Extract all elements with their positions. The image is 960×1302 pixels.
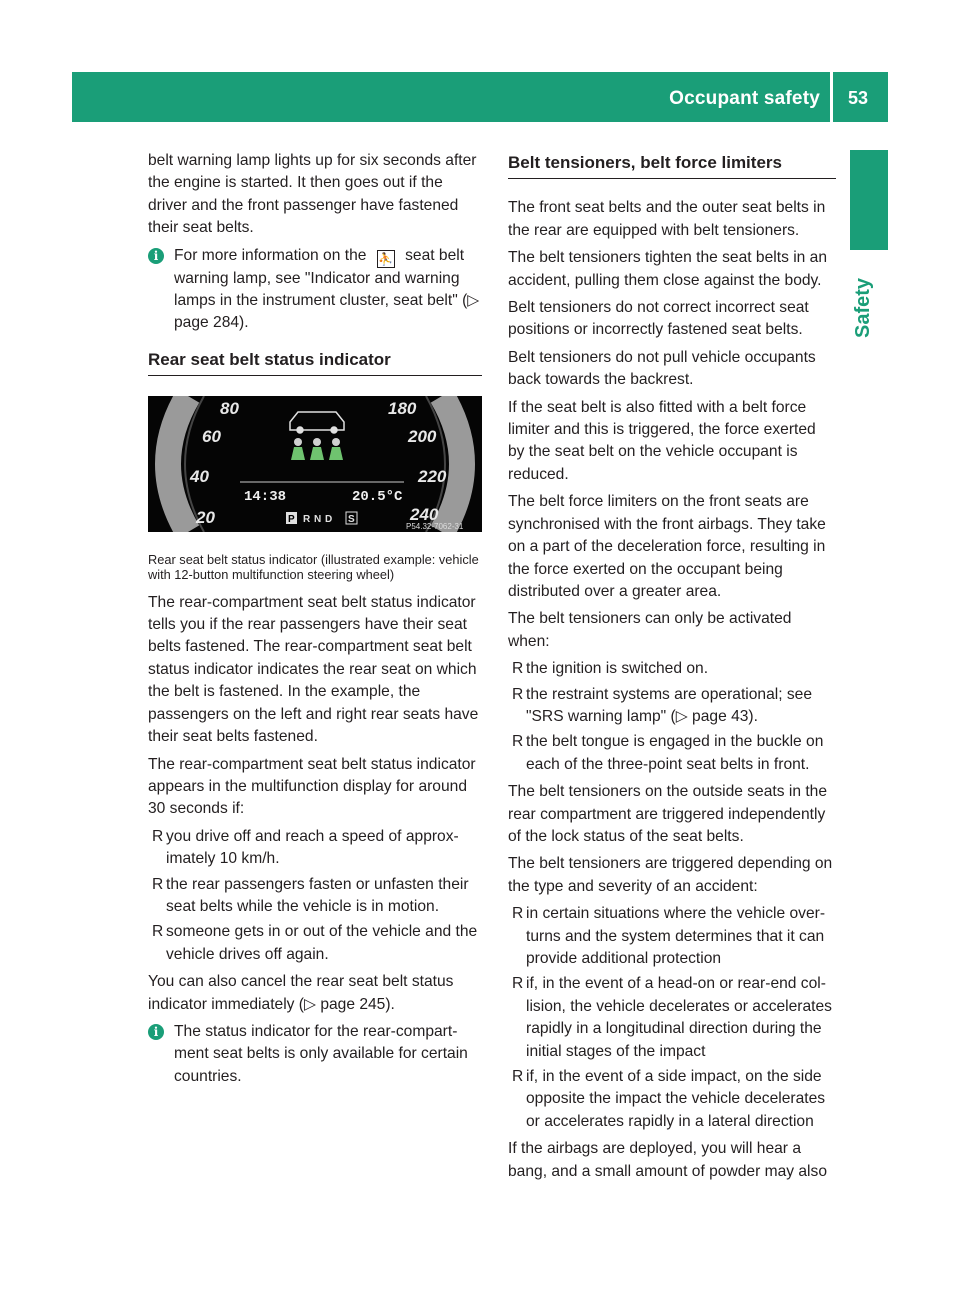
section-heading-belt-tensioners: Belt tensioners, belt force limiters — [508, 152, 836, 179]
list-item — [508, 973, 836, 1063]
bullet-marker: R — [152, 827, 164, 845]
list-item — [508, 684, 836, 729]
instrument-cluster-figure — [148, 396, 482, 532]
clock-readout: 14:38 — [244, 489, 287, 506]
right-paragraph: The belt tensioners on the outside seats in the rear compartment are triggered independently of the lock status of the seat belts. — [508, 783, 828, 845]
right-paragraph: The belt tensioners tighten the seat belts in an accident, pulling them close against the body. — [508, 249, 828, 289]
list-item-text: the rear passengers fasten or unfasten their seat belts while the vehicle is in motion. — [166, 875, 469, 915]
right-paragraph-last: If the airbags are deployed, you will hear a bang, and a small amount of powder may also — [508, 1140, 827, 1180]
bullet-marker: R — [512, 905, 524, 923]
info-note-1-text-after: seat belt warning lamp, see "Indicator and warning lamps in the instrument cluster, seat belt" (▷ page 284). — [174, 246, 480, 332]
right-paragraph: If the seat belt is also fitted with a belt force limiter and this is triggered, the force exerted by the seat belt on the vehicle occupant is reduced. — [508, 398, 816, 483]
list-item-text: the belt tongue is engaged in the buckle on each of the three-point seat belts in front. — [526, 733, 824, 773]
speed-tick-180: 180 — [388, 399, 417, 419]
bullet-marker: R — [512, 1068, 524, 1086]
left-bullet-list — [148, 826, 482, 966]
info-icon: i — [148, 1024, 164, 1040]
left-paragraph-2: The rear-compartment seat belt status indicator appears in the multifunction display for around 30 seconds if: — [148, 755, 476, 818]
gear-mode-s: S — [348, 514, 355, 526]
list-item-text: you drive off and reach a speed of approximately 10 km/h. — [166, 827, 459, 868]
list-item — [148, 921, 482, 966]
list-item — [508, 731, 836, 776]
right-bullet-list-1 — [508, 658, 836, 776]
list-item — [508, 1066, 836, 1133]
bullet-marker: R — [152, 875, 164, 893]
side-tab-marker — [850, 150, 888, 250]
speed-tick-40: 40 — [190, 467, 209, 487]
header-divider — [830, 72, 833, 122]
intro-paragraph: belt warning lamp lights up for six seconds after the engine is started. It then goes out if the driver and the front passenger have fastened their seat belts. — [148, 152, 477, 237]
temperature-readout: 20.5°C — [352, 489, 403, 506]
section-heading-rear-belt-status: Rear seat belt status indicator — [148, 349, 482, 376]
speed-tick-200: 200 — [408, 427, 437, 447]
bullet-marker: R — [512, 660, 524, 678]
list-item-text: in certain situations where the vehicle overturns and the system determines that it can provide additional protection — [526, 905, 826, 967]
list-item-text: if, in the event of a head-on or rear-end collision, the vehicle decelerates or accelerates rapidly in a longitudinal direction during the initial stages of the impact — [526, 975, 832, 1060]
gear-r: R — [303, 514, 311, 526]
left-paragraph-1: The rear-compartment seat belt status indicator tells you if the rear passengers have their seat belts fastened. The rear-compartment seat belt status indicator indicates the rear seat on which the belt is fastened. In the example, the passengers on the left and right rear seats have their seat belts fastened. — [148, 593, 479, 746]
info-note-2-text: The status indicator for the rear-compartment seat belts is only available for certain countries. — [174, 1022, 468, 1085]
figure-caption: Rear seat belt status indicator (illustrated example: vehicle with 12-button multifunction steering wheel) — [148, 551, 479, 582]
info-note-1-text-before: For more information on the — [174, 246, 367, 264]
speed-tick-80: 80 — [220, 399, 239, 419]
bullet-marker: R — [152, 923, 164, 941]
list-item — [508, 658, 836, 680]
info-note-2 — [148, 1021, 482, 1088]
gear-d: D — [325, 514, 333, 526]
right-bullet-list-2 — [508, 903, 836, 1133]
right-paragraph: The belt tensioners are triggered depending on the type and severity of an accident: — [508, 855, 833, 895]
side-tab-label: Safety — [852, 277, 874, 338]
figure-reference-code: P54.32-7062-31 — [406, 522, 464, 532]
right-paragraph: Belt tensioners do not pull vehicle occupants back towards the backrest. — [508, 348, 816, 389]
bullet-marker: R — [512, 685, 524, 703]
list-item-text: if, in the event of a side impact, on the side opposite the impact the vehicle decelerates or accelerates rapidly in a lateral direction — [526, 1068, 826, 1130]
speed-tick-240: 240 — [410, 505, 439, 525]
list-item — [508, 903, 836, 970]
speed-tick-20: 20 — [196, 508, 215, 528]
seatbelt-warning-icon: ⛹ — [378, 251, 394, 266]
bullet-marker: R — [512, 975, 524, 993]
list-item — [148, 826, 482, 871]
left-column — [148, 150, 482, 1093]
right-paragraph: The belt tensioners can only be activated when: — [508, 610, 792, 650]
bullet-marker: R — [512, 733, 524, 751]
info-note-1 — [148, 245, 482, 335]
right-column — [508, 150, 836, 1188]
page-number: 53 — [847, 88, 869, 108]
speed-tick-60: 60 — [202, 427, 221, 447]
list-item-text: someone gets in or out of the vehicle and the vehicle drives off again. — [166, 923, 478, 963]
left-paragraph-3: You can also cancel the rear seat belt status indicator immediately (▷ page 245). — [148, 973, 454, 1013]
right-paragraph: The front seat belts and the outer seat belts in the rear are equipped with belt tensioners. — [508, 199, 826, 239]
speed-tick-220: 220 — [418, 467, 447, 487]
list-item-text: the ignition is switched on. — [526, 660, 709, 678]
gear-p: P — [288, 514, 295, 526]
page-section-title: Occupant safety — [669, 88, 820, 109]
gear-n: N — [314, 514, 322, 526]
right-paragraph: Belt tensioners do not correct incorrect seat positions or incorrectly fastened seat belts. — [508, 299, 809, 339]
right-paragraph: The belt force limiters on the front seats are synchronised with the front airbags. They take on a part of the deceleration force, resulting in the force exerted on the occupant being distributed over a greater area. — [508, 493, 826, 600]
list-item — [148, 874, 482, 919]
list-item-text: the restraint systems are operational; see "SRS warning lamp" (▷ page 43). — [526, 685, 813, 725]
info-icon: i — [148, 248, 164, 264]
